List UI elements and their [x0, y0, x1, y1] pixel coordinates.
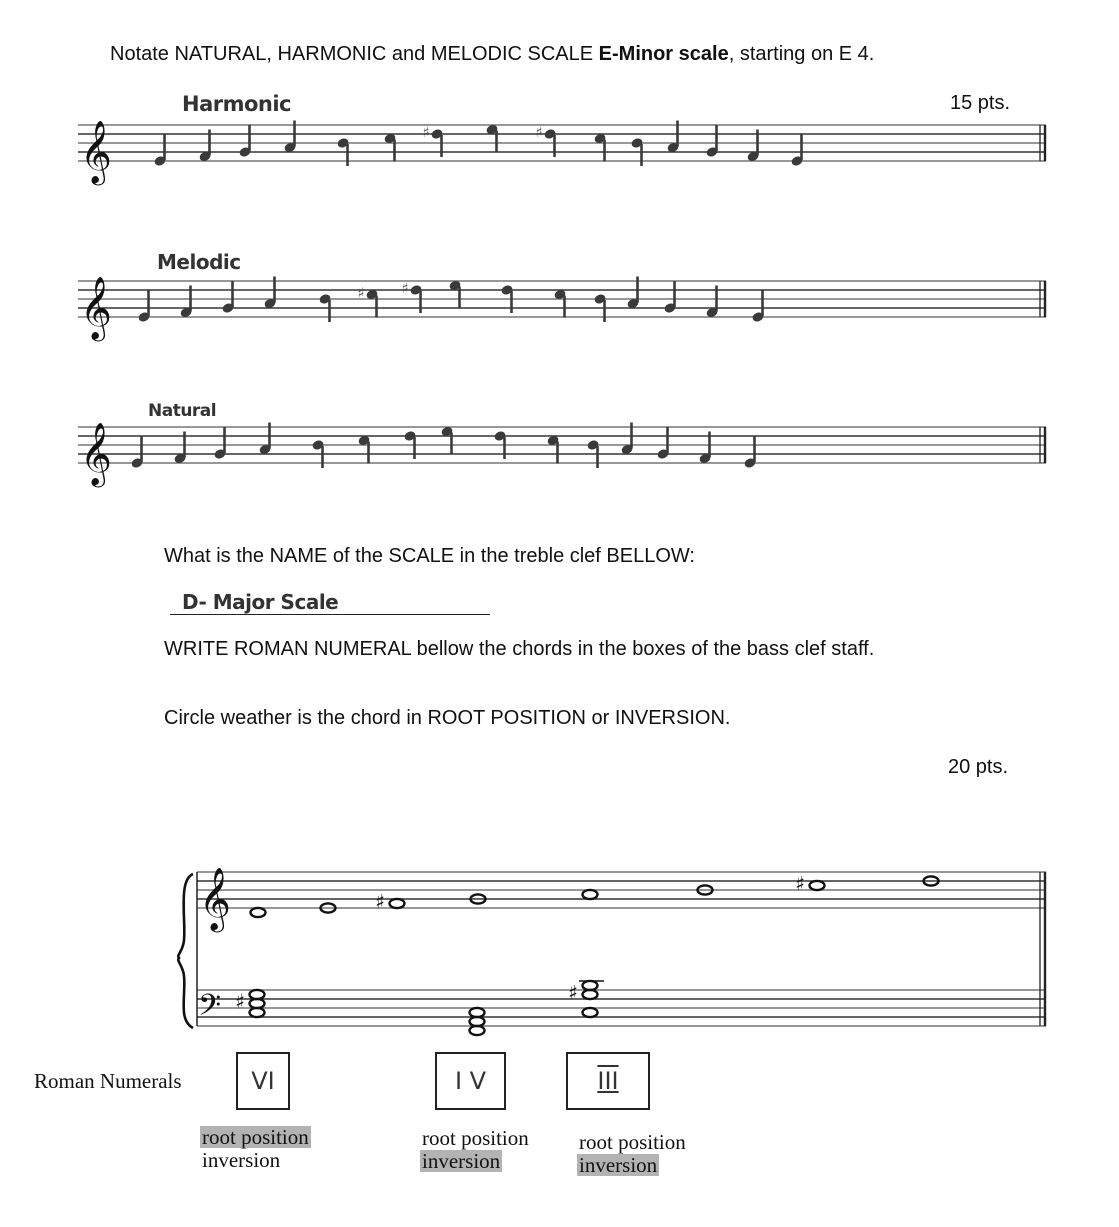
answer-scale-name: D- Major Scale: [182, 590, 339, 614]
treble-clef-icon: 𝄞: [199, 867, 231, 930]
treble-clef-icon: 𝄞: [80, 422, 112, 485]
instruction-circle-position: Circle weather is the chord in ROOT POSITION or INVERSION.: [164, 707, 731, 729]
roman-box-1[interactable]: [236, 1052, 290, 1110]
roman-numerals-label: Roman Numerals: [34, 1069, 182, 1093]
answer-line-scale-name[interactable]: [170, 590, 490, 615]
whole-note: [810, 881, 825, 890]
sharp-icon: ♯: [401, 281, 409, 297]
brace-icon: [178, 874, 193, 1028]
sharp-icon: ♯: [375, 889, 385, 914]
position-choice-2: [420, 1127, 531, 1173]
position-choice-1: [200, 1126, 311, 1172]
points-chords: 20 pts.: [948, 756, 1009, 778]
roman-box-2-value: I V: [454, 1067, 487, 1095]
whole-note: [390, 899, 405, 908]
roman-box-3-value: III: [597, 1067, 619, 1095]
roman-box-2[interactable]: [435, 1052, 506, 1110]
option-root-position-3[interactable]: root position: [579, 1130, 686, 1154]
sharp-icon: ♯: [357, 285, 365, 302]
label-natural: Natural: [148, 401, 217, 421]
instruction-bold-scale: E-Minor scale: [598, 43, 729, 65]
instruction-prefix: Notate NATURAL, HARMONIC and MELODIC SCALE: [110, 43, 599, 65]
sharp-icon: ♯: [535, 125, 543, 141]
treble-clef-icon: 𝄞: [80, 276, 112, 339]
sharp-icon: ♯: [568, 980, 578, 1005]
sharp-icon: ♯: [235, 989, 245, 1014]
sharp-icon: ♯: [422, 125, 430, 141]
position-choice-3: [577, 1131, 688, 1177]
bass-clef-icon: 𝄢: [198, 989, 222, 1030]
label-harmonic: Harmonic: [182, 92, 292, 116]
option-root-position-2[interactable]: root position: [422, 1126, 529, 1150]
option-root-position-1[interactable]: root position: [202, 1125, 309, 1149]
whole-note: [251, 908, 266, 917]
points-scales: 15 pts.: [950, 92, 1011, 114]
instruction-suffix: , starting on E 4.: [728, 43, 875, 65]
sharp-icon: ♯: [795, 871, 805, 896]
question-scale-name: What is the NAME of the SCALE in the treble clef BELLOW:: [164, 545, 695, 567]
option-inversion-1[interactable]: inversion: [202, 1148, 281, 1172]
roman-box-3[interactable]: [566, 1052, 650, 1110]
roman-box-1-value: VI: [251, 1067, 275, 1095]
whole-note: [583, 890, 598, 899]
label-melodic: Melodic: [157, 250, 241, 274]
instruction-roman-numerals: WRITE ROMAN NUMERAL bellow the chords in the boxes of the bass clef staff.: [164, 638, 875, 660]
whole-note: [583, 1008, 598, 1017]
treble-clef-icon: 𝄞: [80, 120, 112, 183]
option-inversion-2[interactable]: inversion: [422, 1149, 501, 1173]
option-inversion-3[interactable]: inversion: [579, 1153, 658, 1177]
